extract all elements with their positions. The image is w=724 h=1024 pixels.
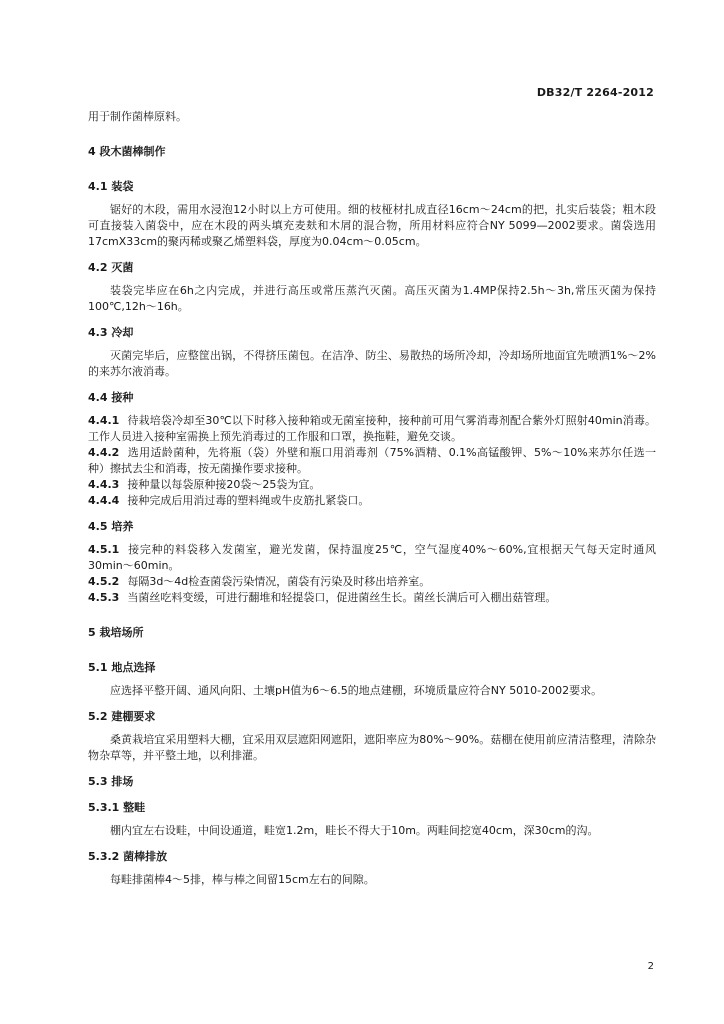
section-5-1-heading: 5.1 地点选择 bbox=[88, 661, 156, 674]
list-item: 4.5.3 当菌丝吃料变缓，可进行翻堆和轻提袋口，促进菌丝生长。菌丝长满后可入棚出菇管理。 bbox=[88, 591, 557, 604]
section-5-3-heading: 5.3 排场 bbox=[88, 775, 134, 788]
section-4-3-body: 灭菌完毕后，应整筐出锅，不得挤压菌包。在洁净、防尘、易散热的场所冷却，冷却场所地面宜先喷洒1%～2%的来苏尔液消毒。 bbox=[88, 349, 656, 378]
list-item: 4.4.4 接种完成后用消过毒的塑料绳或牛皮筋扎紧袋口。 bbox=[88, 494, 370, 507]
section-5-2-heading: 5.2 建棚要求 bbox=[88, 710, 156, 723]
intro-paragraph: 用于制作菌棒原料。 bbox=[88, 110, 187, 123]
section-4-2-body: 装袋完毕应在6h之内完成，并进行高压或常压蒸汽灭菌。高压灭菌为1.4MP保持2.5h～3h,常压灭菌为保持100℃,12h～16h。 bbox=[88, 284, 656, 313]
section-4-3-heading: 4.3 冷却 bbox=[88, 326, 134, 339]
section-4-heading: 4 段木菌棒制作 bbox=[88, 145, 166, 158]
section-5-heading: 5 栽培场所 bbox=[88, 626, 144, 639]
section-4-1-body: 锯好的木段，需用水浸泡12小时以上方可使用。细的枝桠材扎成直径16cm～24cm的把，扎实后装袋；粗木段可直接装入菌袋中，应在木段的两头填充麦麸和木屑的混合物，所用材料应符合NY 5099—2002要求。菌袋选用17cmX33cm的聚丙稀或聚乙烯塑料袋，厚度为0.04cm～0.05cm。 bbox=[88, 203, 656, 248]
list-item: 4.4.1 待栽培袋冷却至30℃以下时移入接种箱或无菌室接种，接种前可用气雾消毒剂配合紫外灯照射40min消毒。工作人员进入接种室需换上预先消毒过的工作服和口罩，换拖鞋，避免交谈。 bbox=[88, 414, 656, 443]
section-5-2-body: 桑黄栽培宜采用塑料大棚，宜采用双层遮阳网遮阳，遮阳率应为80%～90%。菇棚在使用前应清洁整理，清除杂物杂草等，并平整土地，以利排灌。 bbox=[88, 733, 656, 762]
section-4-5-heading: 4.5 培养 bbox=[88, 520, 134, 533]
list-item: 4.5.1 接完种的料袋移入发菌室，避光发菌，保持温度25℃，空气湿度40%～60%,宜根据天气每天定时通风30min～60min。 bbox=[88, 543, 656, 572]
list-item: 4.4.2 选用适龄菌种，先将瓶（袋）外壁和瓶口用消毒剂（75%酒精、0.1%高锰酸钾、5%～10%来苏尔任选一种）擦拭去尘和消毒，按无菌操作要求接种。 bbox=[88, 446, 656, 475]
section-5-3-2-body: 每畦排菌棒4～5排，棒与棒之间留15cm左右的间隙。 bbox=[110, 873, 375, 886]
list-item: 4.5.2 每隔3d～4d检查菌袋污染情况，菌袋有污染及时移出培养室。 bbox=[88, 575, 431, 588]
section-5-3-2-heading: 5.3.2 菌棒排放 bbox=[88, 850, 168, 863]
section-5-1-body: 应选择平整开阔、通风向阳、土壤pH值为6～6.5的地点建棚，环境质量应符合NY 5010-2002要求。 bbox=[110, 684, 603, 697]
section-4-1-heading: 4.1 装袋 bbox=[88, 180, 134, 193]
section-4-4-heading: 4.4 接种 bbox=[88, 391, 134, 404]
list-item: 4.4.3 接种量以每袋原种接20袋～25袋为宜。 bbox=[88, 478, 321, 491]
page-number: 2 bbox=[647, 961, 654, 972]
section-4-2-heading: 4.2 灭菌 bbox=[88, 261, 134, 274]
document-body bbox=[88, 109, 656, 888]
section-5-3-1-heading: 5.3.1 整畦 bbox=[88, 801, 146, 814]
standard-code: DB32/T 2264-2012 bbox=[536, 86, 654, 99]
section-5-3-1-body: 棚内宜左右设畦，中间设通道，畦宽1.2m，畦长不得大于10m。两畦间挖宽40cm，深30cm的沟。 bbox=[110, 824, 599, 837]
